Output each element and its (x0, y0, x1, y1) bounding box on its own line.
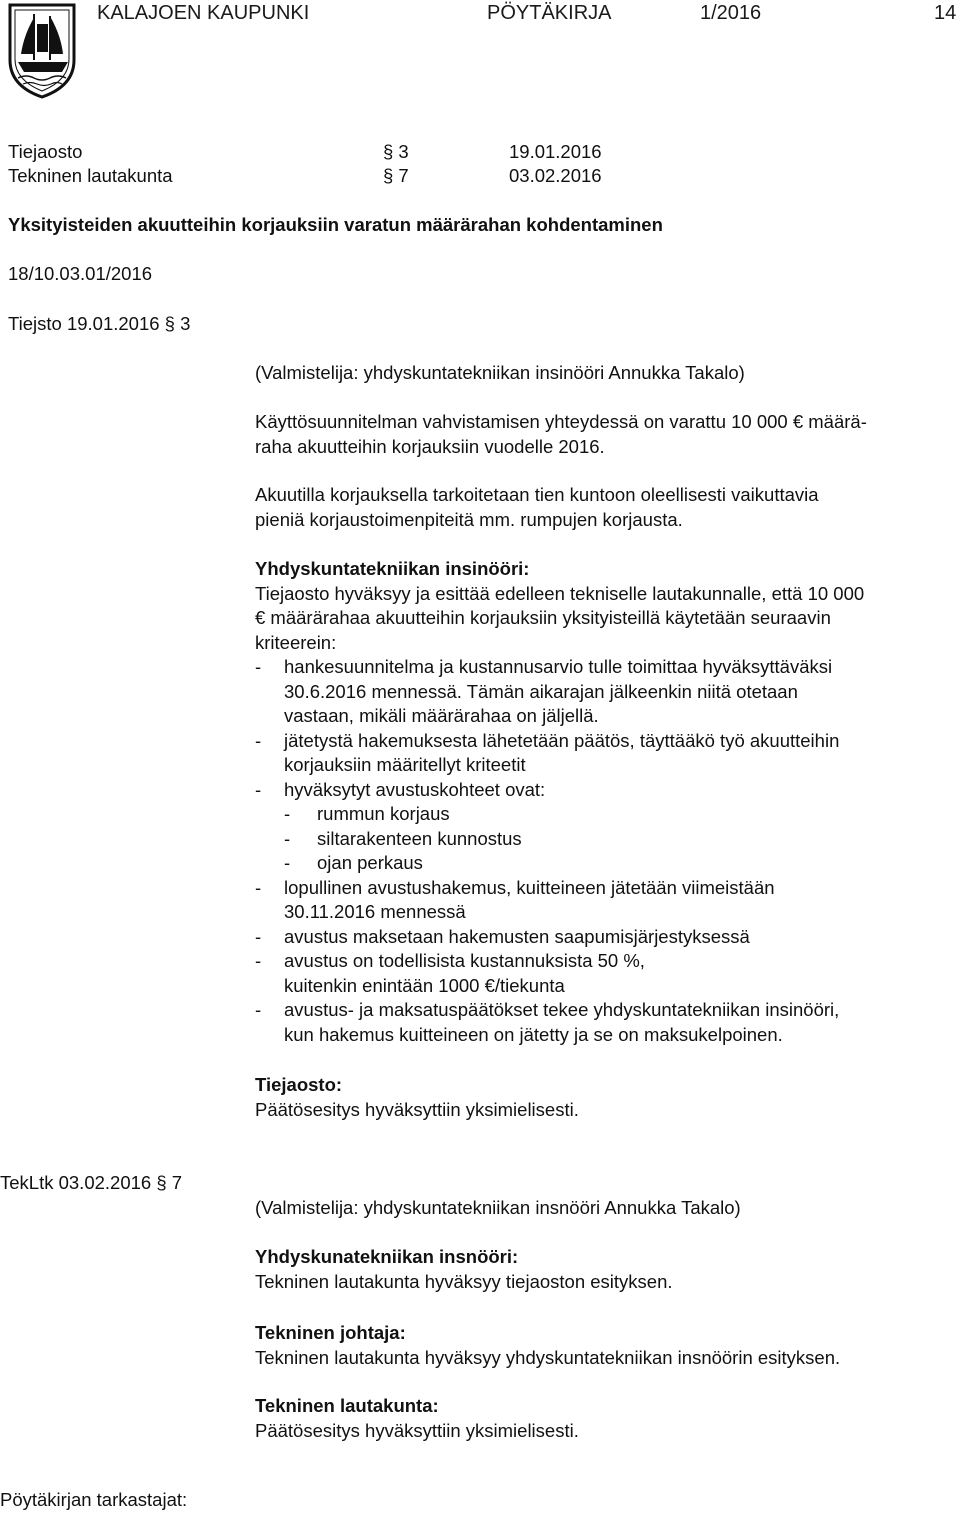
sub-criteria-item: - siltarakenteen kunnostus (284, 827, 522, 849)
paragraph-line: Käyttösuunnitelman vahvistamisen yhteydessä on varattu 10 000 € määrä- (255, 411, 867, 432)
criteria-item: - avustus maksetaan hakemusten saapumisjärjestyksessä (255, 925, 750, 947)
document-type: PÖYTÄKIRJA (487, 2, 612, 24)
decision-heading: Tiejaosto: (255, 1074, 343, 1095)
coat-of-arms-logo (6, 2, 78, 100)
body-name: Tekninen lautakunta (8, 165, 173, 186)
proposal-line: kriteerein: (255, 631, 337, 653)
sub-criteria-item: - rummun korjaus (284, 803, 450, 824)
preparer-text: (Valmistelija: yhdyskuntatekniikan insinööri Annukka Takalo) (255, 362, 745, 383)
criteria-continuation: korjauksiin määritellyt kriteetit (284, 754, 526, 775)
tiejaosto-decision (255, 1073, 579, 1122)
reviewers-label: Pöytäkirjan tarkastajat: (0, 1489, 188, 1510)
meeting-date: 19.01.2016 (509, 141, 602, 162)
section-number: § 3 (383, 141, 409, 162)
criteria-item: - avustus on todellisista kustannuksista 50 %, (255, 950, 645, 971)
director-proposal (255, 1321, 840, 1370)
body-name: Tiejaosto (8, 141, 83, 162)
paragraph-definition (255, 483, 819, 532)
page-number: 14 (934, 2, 957, 24)
board-decision (255, 1394, 579, 1443)
criteria-item: - hankesuunnitelma ja kustannusarvio tulle toimittaa hyväksyttäväksi (255, 656, 833, 677)
proposal-section (255, 557, 864, 1047)
criteria-item: - lopullinen avustushakemus, kuitteineen jätetään viimeistään (255, 876, 775, 898)
paragraph-line: raha akuutteihin korjauksiin vuodelle 2016. (255, 435, 605, 457)
director-heading: Tekninen johtaja: (255, 1322, 406, 1343)
document-title: Yksityisteiden akuutteihin korjauksiin varatun määrärahan kohdentaminen (8, 214, 663, 235)
tekltk-preparer (255, 1196, 741, 1221)
board-heading: Tekninen lautakunta: (255, 1395, 439, 1416)
proposer-heading: Yhdyskuntatekniikan insinööri: (255, 558, 530, 579)
tiejaosto-reference: Tiejsto 19.01.2016 § 3 (8, 313, 191, 334)
director-text: Tekninen lautakunta hyväksyy yhdyskuntatekniikan insnöörin esityksen. (255, 1346, 841, 1368)
criteria-continuation: kun hakemus kuitteineen on jätetty ja se on maksukelpoinen. (284, 1023, 783, 1045)
criteria-continuation: kuitenkin enintään 1000 €/tiekunta (284, 974, 565, 996)
engineer-heading: Yhdyskunatekniikan insnööri: (255, 1246, 519, 1267)
preparer-text: (Valmistelija: yhdyskuntatekniikan insnööri Annukka Takalo) (255, 1197, 741, 1218)
proposal-line: € määrärahaa akuutteihin korjauksiin yksityisteillä käytetään seuraavin (255, 607, 831, 628)
board-decision-text: Päätösesitys hyväksyttiin yksimielisesti. (255, 1419, 579, 1441)
meeting-date: 03.02.2016 (509, 165, 602, 186)
engineer-proposal (255, 1245, 673, 1294)
proposal-line: Tiejaosto hyväksyy ja esittää edelleen tekniselle lautakunnalle, että 10 000 (255, 582, 865, 604)
preparer-note (255, 361, 745, 386)
criteria-item: - hyväksytyt avustuskohteet ovat: (255, 778, 546, 800)
document-number: 1/2016 (700, 2, 762, 24)
section-number: § 7 (383, 165, 409, 186)
municipality-name: KALAJOEN KAUPUNKI (97, 2, 310, 24)
criteria-continuation: 30.6.2016 mennessä. Tämän aikarajan jälkeenkin niitä otetaan (284, 680, 798, 702)
sub-criteria-item: - ojan perkaus (284, 852, 423, 873)
paragraph-line: Akuutilla korjauksella tarkoitetaan tien kuntoon oleellisesti vaikuttavia (255, 484, 819, 505)
criteria-continuation: vastaan, mikäli määrärahaa on jäljellä. (284, 705, 599, 726)
criteria-item: - avustus- ja maksatuspäätökset tekee yhdyskuntatekniikan insinööri, (255, 999, 840, 1020)
tekltk-reference: TekLtk 03.02.2016 § 7 (0, 1172, 183, 1193)
engineer-text: Tekninen lautakunta hyväksyy tiejaoston esityksen. (255, 1270, 673, 1292)
paragraph-budget (255, 410, 867, 459)
criteria-continuation: 30.11.2016 mennessä (284, 901, 466, 922)
reference-number: 18/10.03.01/2016 (8, 263, 153, 284)
paragraph-line: pieniä korjaustoimenpiteitä mm. rumpujen korjausta. (255, 508, 683, 530)
criteria-item: - jätetystä hakemuksesta lähetetään päätös, täyttääkö työ akuutteihin (255, 729, 840, 751)
decision-text: Päätösesitys hyväksyttiin yksimielisesti. (255, 1098, 579, 1120)
